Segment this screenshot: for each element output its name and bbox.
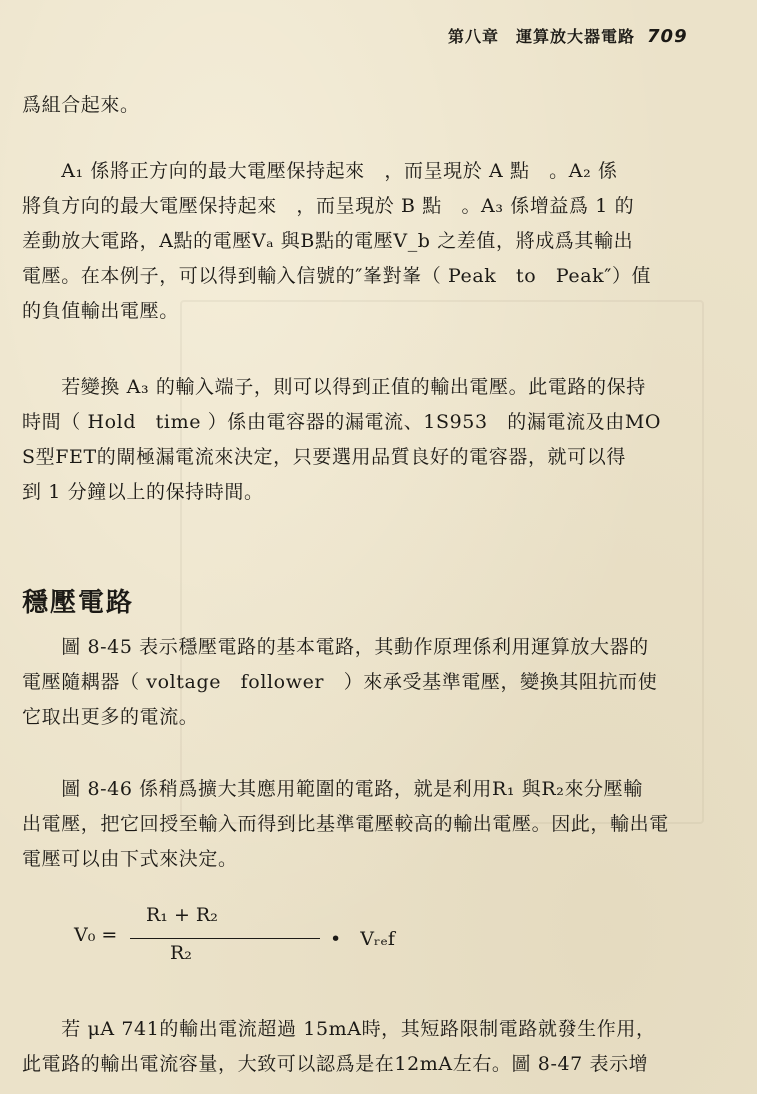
text-line: 若 μA 741的輸出電流超過 15mA時，其短路限制電路就發生作用， [22,1018,656,1040]
text-line: A₁ 係將正方向的最大電壓保持起來 ，而呈現於 A 點 。A₂ 係 [22,160,618,182]
paragraph-5 [22,772,722,877]
fraction-bar [130,938,320,939]
running-header [448,24,688,47]
text-line: 將負方向的最大電壓保持起來 ，而呈現於 B 點 。A₃ 係增益爲 1 的 [22,195,635,217]
text-line: 此電路的輸出電流容量，大致可以認爲是在12mA左右。圖 8-47 表示增 [22,1053,649,1075]
output-voltage-formula [74,904,394,970]
text-line: S型FET的閘極漏電流來決定，只要選用品質良好的電容器，就可以得 [22,446,626,468]
formula-numerator: R₁ + R₂ [146,904,218,926]
text-line: 差動放大電路，A點的電壓Vₐ 與B點的電壓V_b 之差值，將成爲其輸出 [22,230,634,252]
text-line: 的負值輸出電壓。 [22,300,179,322]
text-line: 出電壓，把它回授至輸入而得到比基準電壓較高的輸出電壓。因此，輸出電 [22,813,669,835]
paragraph-1 [22,88,722,123]
text-line: 圖 8-46 係稍爲擴大其應用範圍的電路，就是利用R₁ 與R₂來分壓輸 [22,778,643,800]
section-heading: 穩壓電路 [22,588,135,618]
text-line: 若變換 A₃ 的輸入端子，則可以得到正值的輸出電壓。此電路的保持 [22,376,646,398]
paragraph-2 [22,154,722,329]
formula-denominator: R₂ [170,942,192,964]
formula-rhs: • Vᵣₑf [330,928,395,950]
text-line: 圖 8-45 表示穩壓電路的基本電路，其動作原理係利用運算放大器的 [22,636,649,658]
text-line: 爲組合起來。 [22,94,140,116]
paragraph-3 [22,370,722,510]
page-number: 709 [647,26,688,47]
text-line: 電壓。在本例子，可以得到輸入信號的″峯對峯（ Peak to Peak″）值 [22,265,652,287]
text-line: 電壓隨耦器（ voltage follower ）來承受基準電壓，變換其阻抗而使 [22,671,658,693]
formula-lhs: V₀ = [74,924,118,946]
paragraph-6 [22,1012,722,1082]
text-line: 它取出更多的電流。 [22,706,199,728]
text-line: 到 1 分鐘以上的保持時間。 [22,481,264,503]
text-line: 電壓可以由下式來決定。 [22,848,238,870]
paragraph-4 [22,630,722,735]
text-line: 時間（ Hold time ）係由電容器的漏電流、1S953 的漏電流及由MO [22,411,662,433]
chapter-title: 第八章 運算放大器電路 [448,27,636,46]
